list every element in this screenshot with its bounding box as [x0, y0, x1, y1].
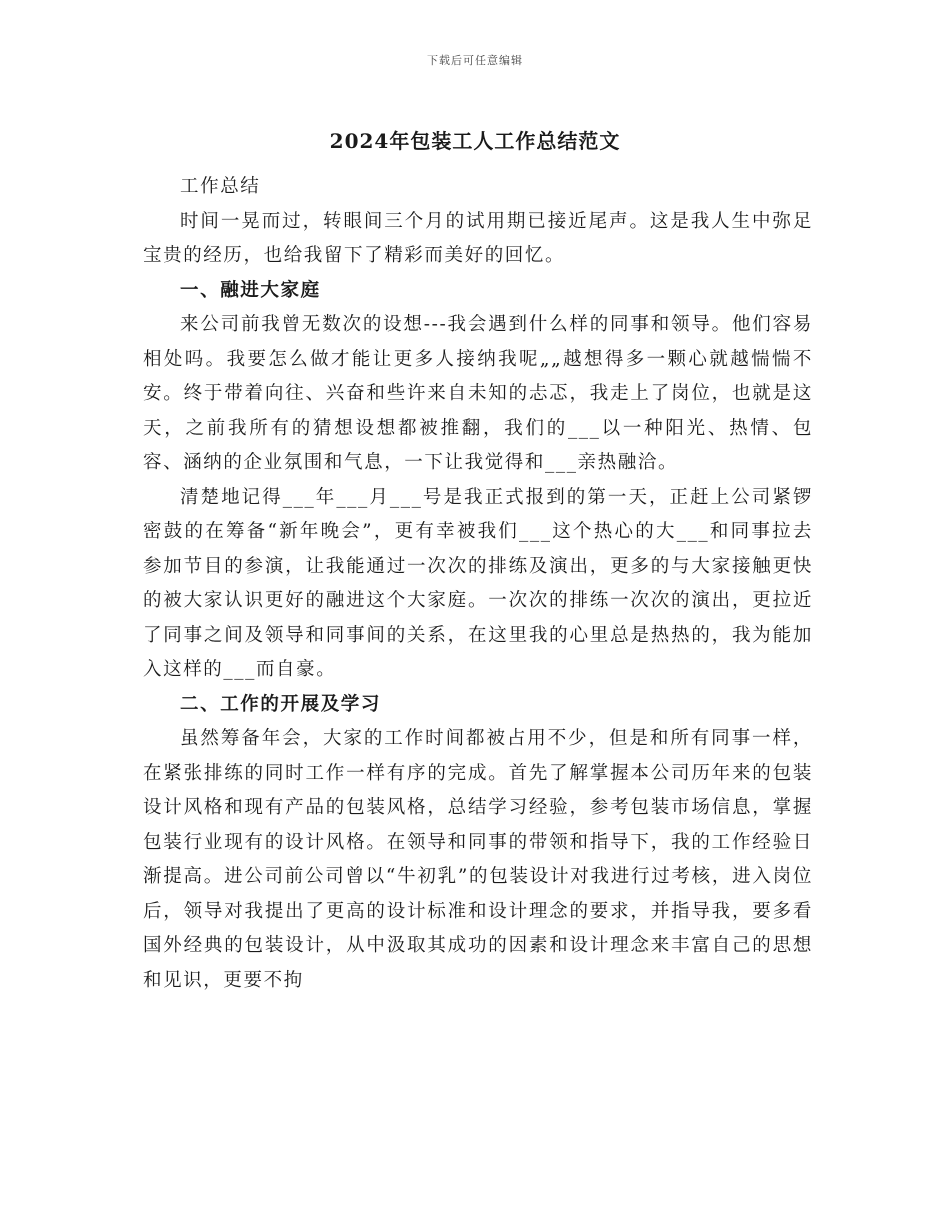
intro-paragraph: 时间一晃而过，转眼间三个月的试用期已接近尾声。这是我人生中弥足宝贵的经历，也给我留下了精彩而美好的回忆。 — [143, 210, 813, 266]
paragraph: 清楚地记得___年___月___号是我正式报到的第一天，正赶上公司紧锣密鼓的在筹备“新年晚会”，更有幸被我们___这个热心的大___和同事拉去参加节目的参演，让我能通过一次次的排练及演出，更多的与大家接触更快的被大家认识更好的融进这个大家庭。一次次的排练一次次的演出，更拉近了同事之间及领导和同事间的关系，在这里我的心里总是热热的，我为能加入这样的___而自豪。 — [143, 486, 813, 680]
paragraph: 来公司前我曾无数次的设想---我会遇到什么样的同事和领导。他们容易相处吗。我要怎么做才能让更多人接纳我呢„„越想得多一颗心就越惴惴不安。终于带着向往、兴奋和些许来自未知的忐忑，我走上了岗位，也就是这天，之前我所有的猜想设想都被推翻，我们的___以一种阳光、热情、包容、涵纳的企业氛围和气息，一下让我觉得和___亲热融洽。 — [143, 314, 813, 473]
section-heading-1: 一、融进大家庭 — [180, 279, 321, 301]
document-body — [143, 170, 813, 998]
section-label: 工作总结 — [180, 176, 261, 197]
paragraph: 虽然筹备年会，大家的工作时间都被占用不少，但是和所有同事一样，在紧张排练的同时工作一样有序的完成。首先了解掌握本公司历年来的包装设计风格和现有产品的包装风格，总结学习经验，参考包装市场信息，掌握包装行业现有的设计风格。在领导和同事的带领和指导下，我的工作经验日渐提高。进公司前公司曾以“牛初乳”的包装设计对我进行过考核，进入岗位后，领导对我提出了更高的设计标准和设计理念的要求，并指导我，要多看国外经典的包装设计，从中汲取其成功的因素和设计理念来丰富自己的思想和见识，更要不拘 — [143, 728, 813, 991]
header-note: 下载后可任意编辑 — [427, 54, 523, 67]
section-heading-2: 二、工作的开展及学习 — [180, 693, 382, 715]
document-title: 2024年包装工人工作总结范文 — [329, 129, 621, 153]
